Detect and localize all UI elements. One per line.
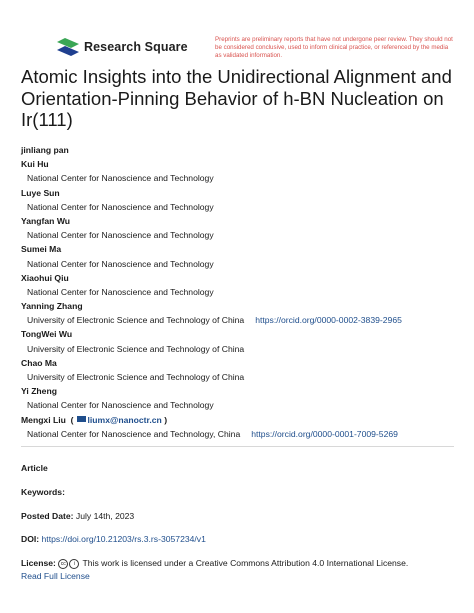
creative-commons-icon: cc bbox=[58, 559, 68, 569]
author-affiliation-row bbox=[21, 313, 466, 327]
read-full-license-link[interactable]: Read Full License bbox=[21, 571, 90, 581]
divider bbox=[21, 446, 454, 447]
posted-date: July 14th, 2023 bbox=[75, 511, 135, 521]
author-name: Xiaohui Qiu bbox=[21, 272, 69, 283]
header bbox=[0, 0, 474, 62]
author-affiliation-row bbox=[21, 427, 466, 441]
author-affiliation: National Center for Nanoscience and Technology bbox=[27, 230, 214, 241]
author-affiliation: University of Electronic Science and Technology of China bbox=[27, 343, 245, 354]
research-square-logo[interactable] bbox=[57, 38, 188, 56]
author-list bbox=[21, 143, 466, 441]
author-name: TongWei Wu bbox=[21, 329, 73, 340]
author-affiliation: National Center for Nanoscience and Technology bbox=[27, 173, 214, 184]
envelope-icon bbox=[77, 416, 86, 422]
license-text: This work is licensed under a Creative Commons Attribution 4.0 International License. bbox=[82, 558, 409, 568]
author-name: Sumei Ma bbox=[21, 244, 62, 255]
author-name-row bbox=[21, 413, 466, 427]
author-affiliation: National Center for Nanoscience and Technology bbox=[27, 400, 214, 411]
doi-row bbox=[21, 533, 206, 545]
author-affiliation: National Center for Nanoscience and Technology bbox=[27, 258, 214, 269]
author-affiliation: University of Electronic Science and Technology of China bbox=[27, 372, 245, 382]
author-name: Kui Hu bbox=[21, 159, 49, 170]
author-name: Chao Ma bbox=[21, 357, 57, 368]
license-label: License: bbox=[21, 558, 56, 568]
doi-label: DOI: bbox=[21, 534, 40, 544]
author-name: Yi Zheng bbox=[21, 386, 57, 397]
posted-date-label: Posted Date: bbox=[21, 511, 74, 521]
research-square-logo-icon bbox=[57, 38, 79, 56]
article-type: Article bbox=[21, 463, 48, 473]
author-affiliation: National Center for Nanoscience and Technology bbox=[27, 286, 214, 297]
email-wrapper: ( liumx@nanoctr.cn ) bbox=[68, 414, 168, 425]
author-name: Yangfan Wu bbox=[21, 215, 71, 226]
author-affiliation: University of Electronic Science and Technology of China bbox=[27, 315, 245, 326]
posted-date-row bbox=[21, 510, 134, 522]
orcid-link[interactable]: https://orcid.org/0000-0002-3839-2965 bbox=[255, 315, 402, 326]
paper-title: Atomic Insights into the Unidirectional Alignment and Orientation-Pinning Behavior of h-BN Nucleation on Ir(111) bbox=[21, 66, 452, 130]
author-affiliation: National Center for Nanoscience and Technology, China bbox=[27, 428, 241, 439]
orcid-link[interactable]: https://orcid.org/0000-0001-7009-5269 bbox=[251, 428, 398, 439]
doi-link[interactable]: https://doi.org/10.21203/rs.3.rs-3057234/v1 bbox=[41, 534, 206, 544]
logo-text: Research Square bbox=[84, 40, 188, 54]
author-name: Yanning Zhang bbox=[21, 301, 83, 312]
author-name: jinliang pan bbox=[21, 145, 69, 155]
author-name: Luye Sun bbox=[21, 187, 60, 198]
preprint-disclaimer: Preprints are preliminary reports that have not undergone peer review. They should not be considered conclusive, used to inform clinical practice, or referenced by the media as validated information. bbox=[215, 36, 453, 59]
author-name: Mengxi Liu bbox=[21, 414, 66, 425]
attribution-icon: i bbox=[69, 559, 79, 569]
keywords-label: Keywords: bbox=[21, 487, 65, 497]
author-affiliation: National Center for Nanoscience and Technology bbox=[27, 201, 214, 212]
license-row bbox=[21, 557, 408, 569]
email-link[interactable]: liumx@nanoctr.cn bbox=[87, 414, 162, 425]
